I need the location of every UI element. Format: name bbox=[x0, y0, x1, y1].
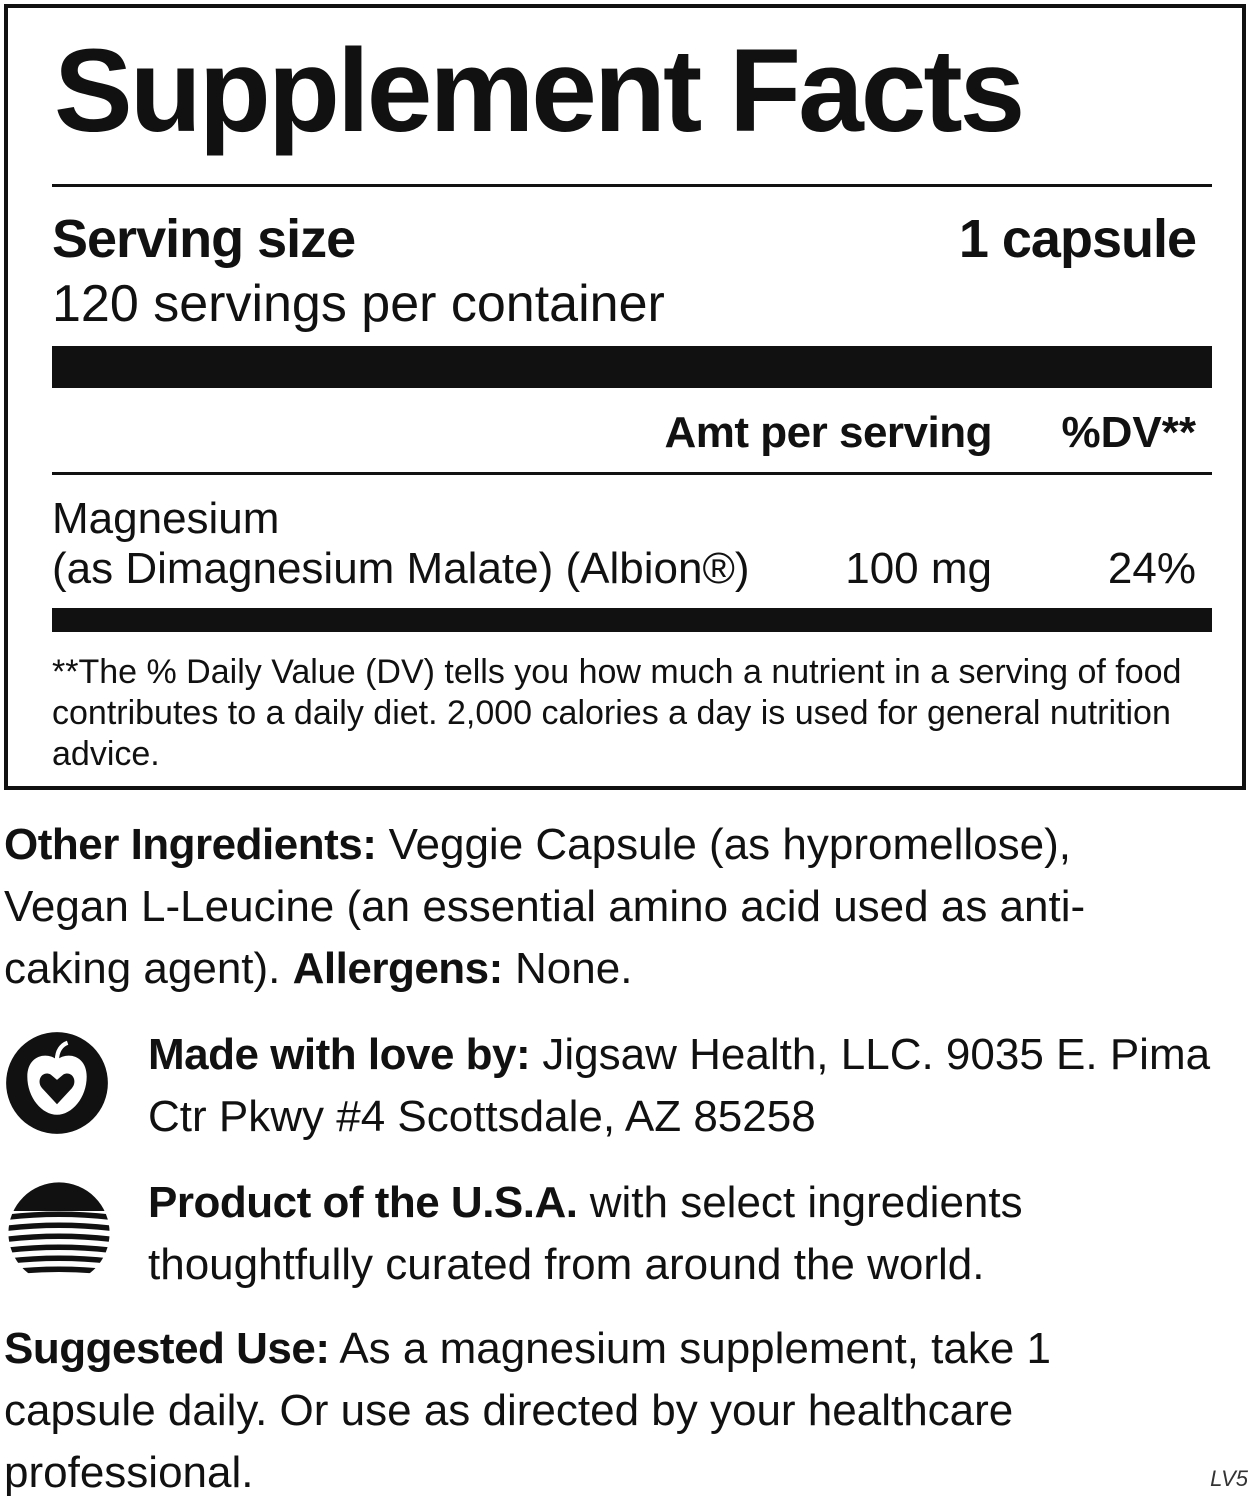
supplement-facts-panel bbox=[4, 4, 1246, 790]
daily-value-header: %DV** bbox=[1061, 408, 1196, 457]
divider-thick bbox=[52, 608, 1212, 632]
made-by-label: Made with love by: bbox=[148, 1030, 531, 1079]
serving-size-value: 1 capsule bbox=[958, 209, 1196, 269]
suggested-use bbox=[4, 1318, 1164, 1504]
other-ingredients-label: Other Ingredients: bbox=[4, 820, 377, 869]
divider-thick bbox=[52, 346, 1212, 388]
other-ingredients-text: Veggie Capsule (as hypromellose), Vegan L-Leucine (an essential amino acid used as anti-caking agent). bbox=[4, 820, 1086, 993]
daily-value-footnote: **The % Daily Value (DV) tells you how much a nutrient in a serving of food contributes to a daily diet. 2,000 calories a day is used for general nutrition advice. bbox=[52, 653, 1182, 773]
product-origin bbox=[148, 1172, 1238, 1296]
serving-size-label: Serving size bbox=[52, 209, 356, 269]
nutrient-amount: 100 mg bbox=[845, 544, 992, 593]
flag-stripes-icon bbox=[4, 1178, 114, 1288]
nutrient-name-line1: Magnesium bbox=[52, 494, 280, 543]
lot-code: LV5 bbox=[1210, 1466, 1248, 1491]
origin-text: with select ingredients thoughtfully curated from around the world. bbox=[148, 1178, 1023, 1289]
apple-heart-icon bbox=[4, 1030, 110, 1136]
allergens-text: None. bbox=[502, 944, 633, 993]
divider-thin bbox=[52, 184, 1212, 187]
suggested-use-text: As a magnesium supplement, take 1 capsule daily. Or use as directed by your healthcare professional. bbox=[4, 1324, 1052, 1497]
nutrient-name-line2: (as Dimagnesium Malate) (Albion®) bbox=[52, 544, 750, 593]
amount-per-serving-header: Amt per serving bbox=[664, 408, 992, 457]
servings-per-container: 120 servings per container bbox=[52, 275, 665, 333]
divider-thin bbox=[52, 472, 1212, 475]
nutrient-daily-value: 24% bbox=[1107, 544, 1196, 593]
allergens-label: Allergens: bbox=[292, 944, 503, 993]
other-ingredients bbox=[4, 814, 1204, 1000]
nutrient-name bbox=[52, 494, 750, 594]
made-by-text: Jigsaw Health, LLC. 9035 E. Pima Ctr Pkwy #4 Scottsdale, AZ 85258 bbox=[148, 1030, 1211, 1141]
origin-label: Product of the U.S.A. bbox=[148, 1178, 578, 1227]
suggested-use-label: Suggested Use: bbox=[4, 1324, 330, 1373]
panel-title: Supplement Facts bbox=[54, 25, 1023, 157]
manufacturer-info bbox=[148, 1024, 1238, 1148]
